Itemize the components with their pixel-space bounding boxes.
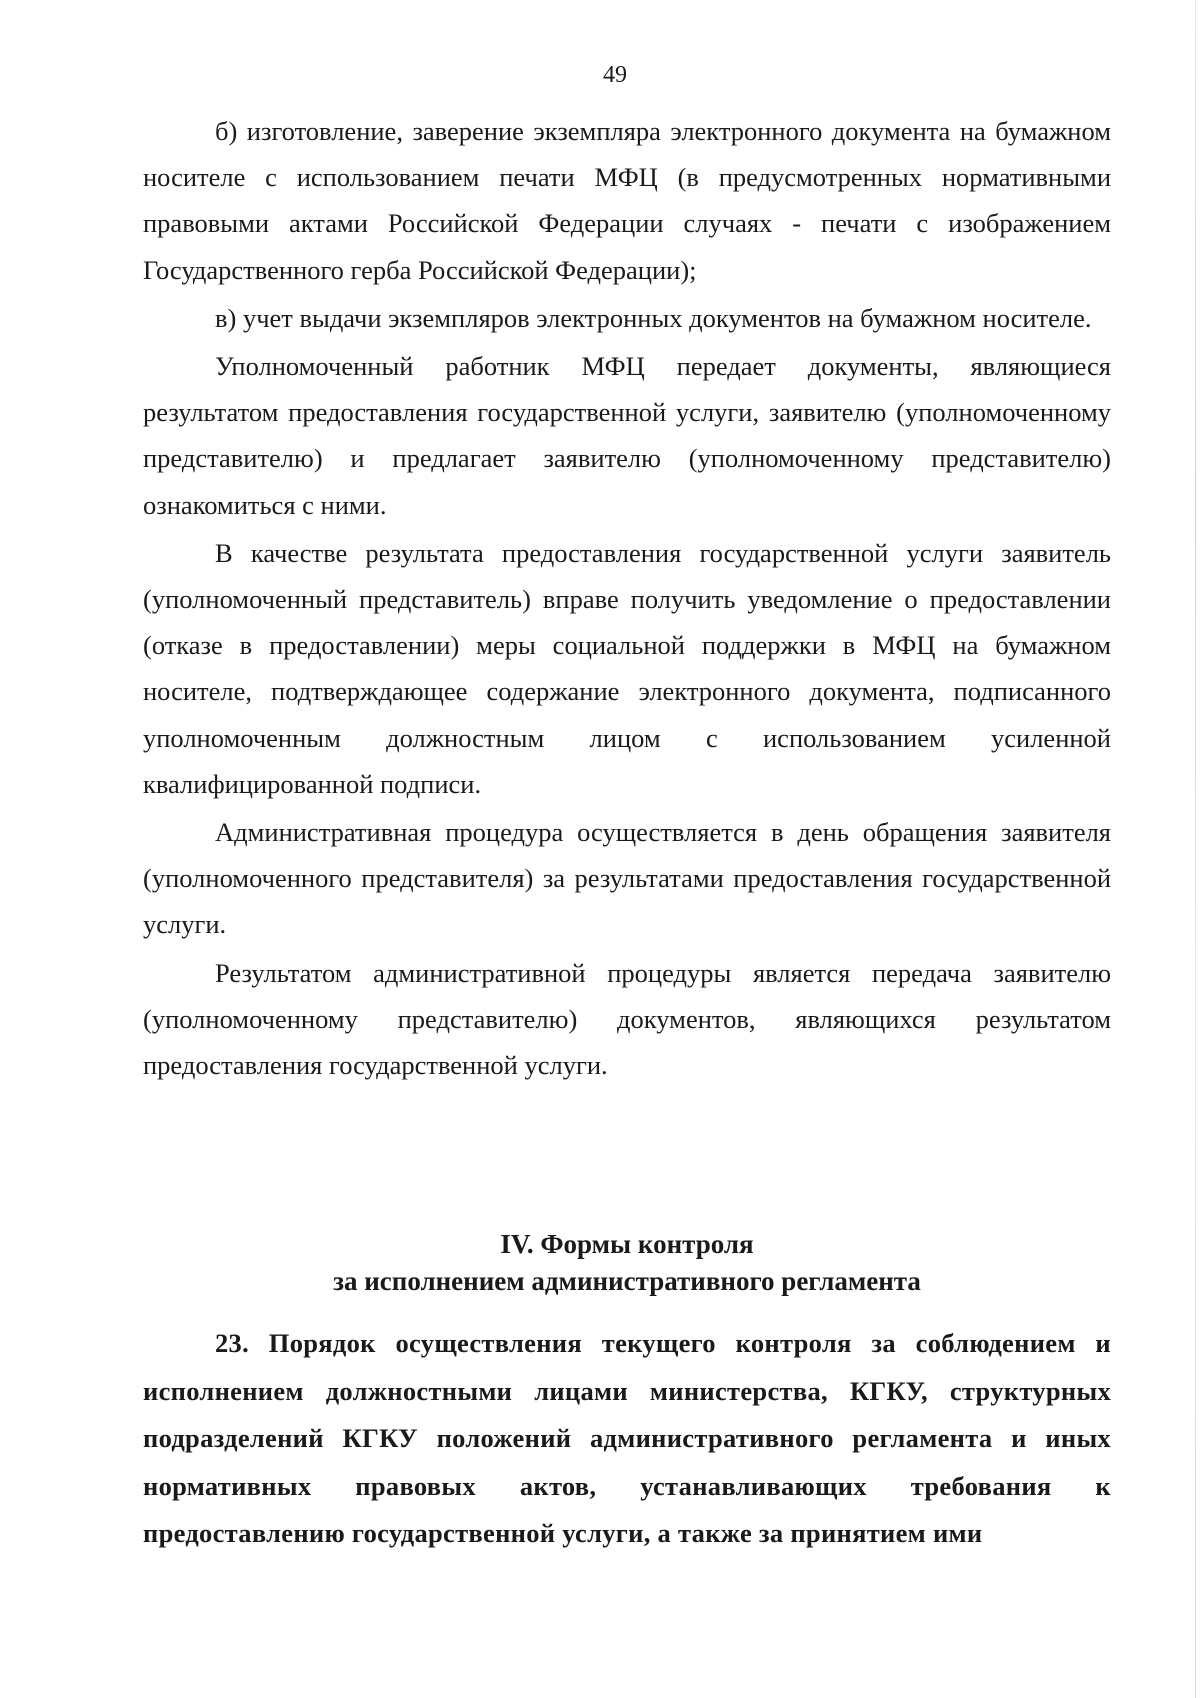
paragraph-result-notice: В качестве результата предоставления государственной услуги заявитель (уполномоченный представитель) вправе получить уведомление о предоставлении (отказе в предоставлении) меры социальной поддержки в МФЦ на бумажном носителе, подтверждающее содержание электронного документа, подписанного уполномоченным должностным лицом с использованием усиленной квалифицированной подписи.	[143, 537, 1111, 799]
page-number: 49	[603, 62, 627, 88]
section-heading	[143, 1226, 1111, 1300]
section-title-line1: IV. Формы контроля	[500, 1229, 754, 1259]
section-title-line2: за исполнением административного регламента	[333, 1266, 921, 1296]
document-body	[143, 108, 1111, 1090]
subsection-23-text: 23. Порядок осуществления текущего контроля за соблюдением и исполнением должностными лицами министерства, КГКУ, структурных подразделений КГКУ положений административного регламента и иных нормативных правовых актов, устанавливающих требования к предоставлению государственной услуги, а также за принятием ими	[143, 1328, 1111, 1548]
paragraph-mfc-worker: Уполномоченный работник МФЦ передает документы, являющиеся результатом предоставления государственной услуги, заявителю (уполномоченному представителю) и предлагает заявителю (уполномоченному представителю) ознакомиться с ними.	[143, 351, 1111, 520]
paragraph-procedure-result: Результатом административной процедуры является передача заявителю (уполномоченному представителю) документов, являющихся результатом предоставления государственной услуги.	[143, 957, 1111, 1081]
scan-edge-line	[1195, 0, 1196, 1698]
paragraph-procedure-day: Административная процедура осуществляется в день обращения заявителя (уполномоченного представителя) за результатами предоставления государственной услуги.	[143, 817, 1111, 940]
paragraph-item-v: в) учет выдачи экземпляров электронных документов на бумажном носителе.	[215, 302, 1092, 333]
paragraph-item-b: б) изготовление, заверение экземпляра электронного документа на бумажном носителе с использованием печати МФЦ (в предусмотренных нормативными правовыми актами Российской Федерации случаях - печати с изображением Государственного герба Российской Федерации);	[143, 116, 1111, 285]
